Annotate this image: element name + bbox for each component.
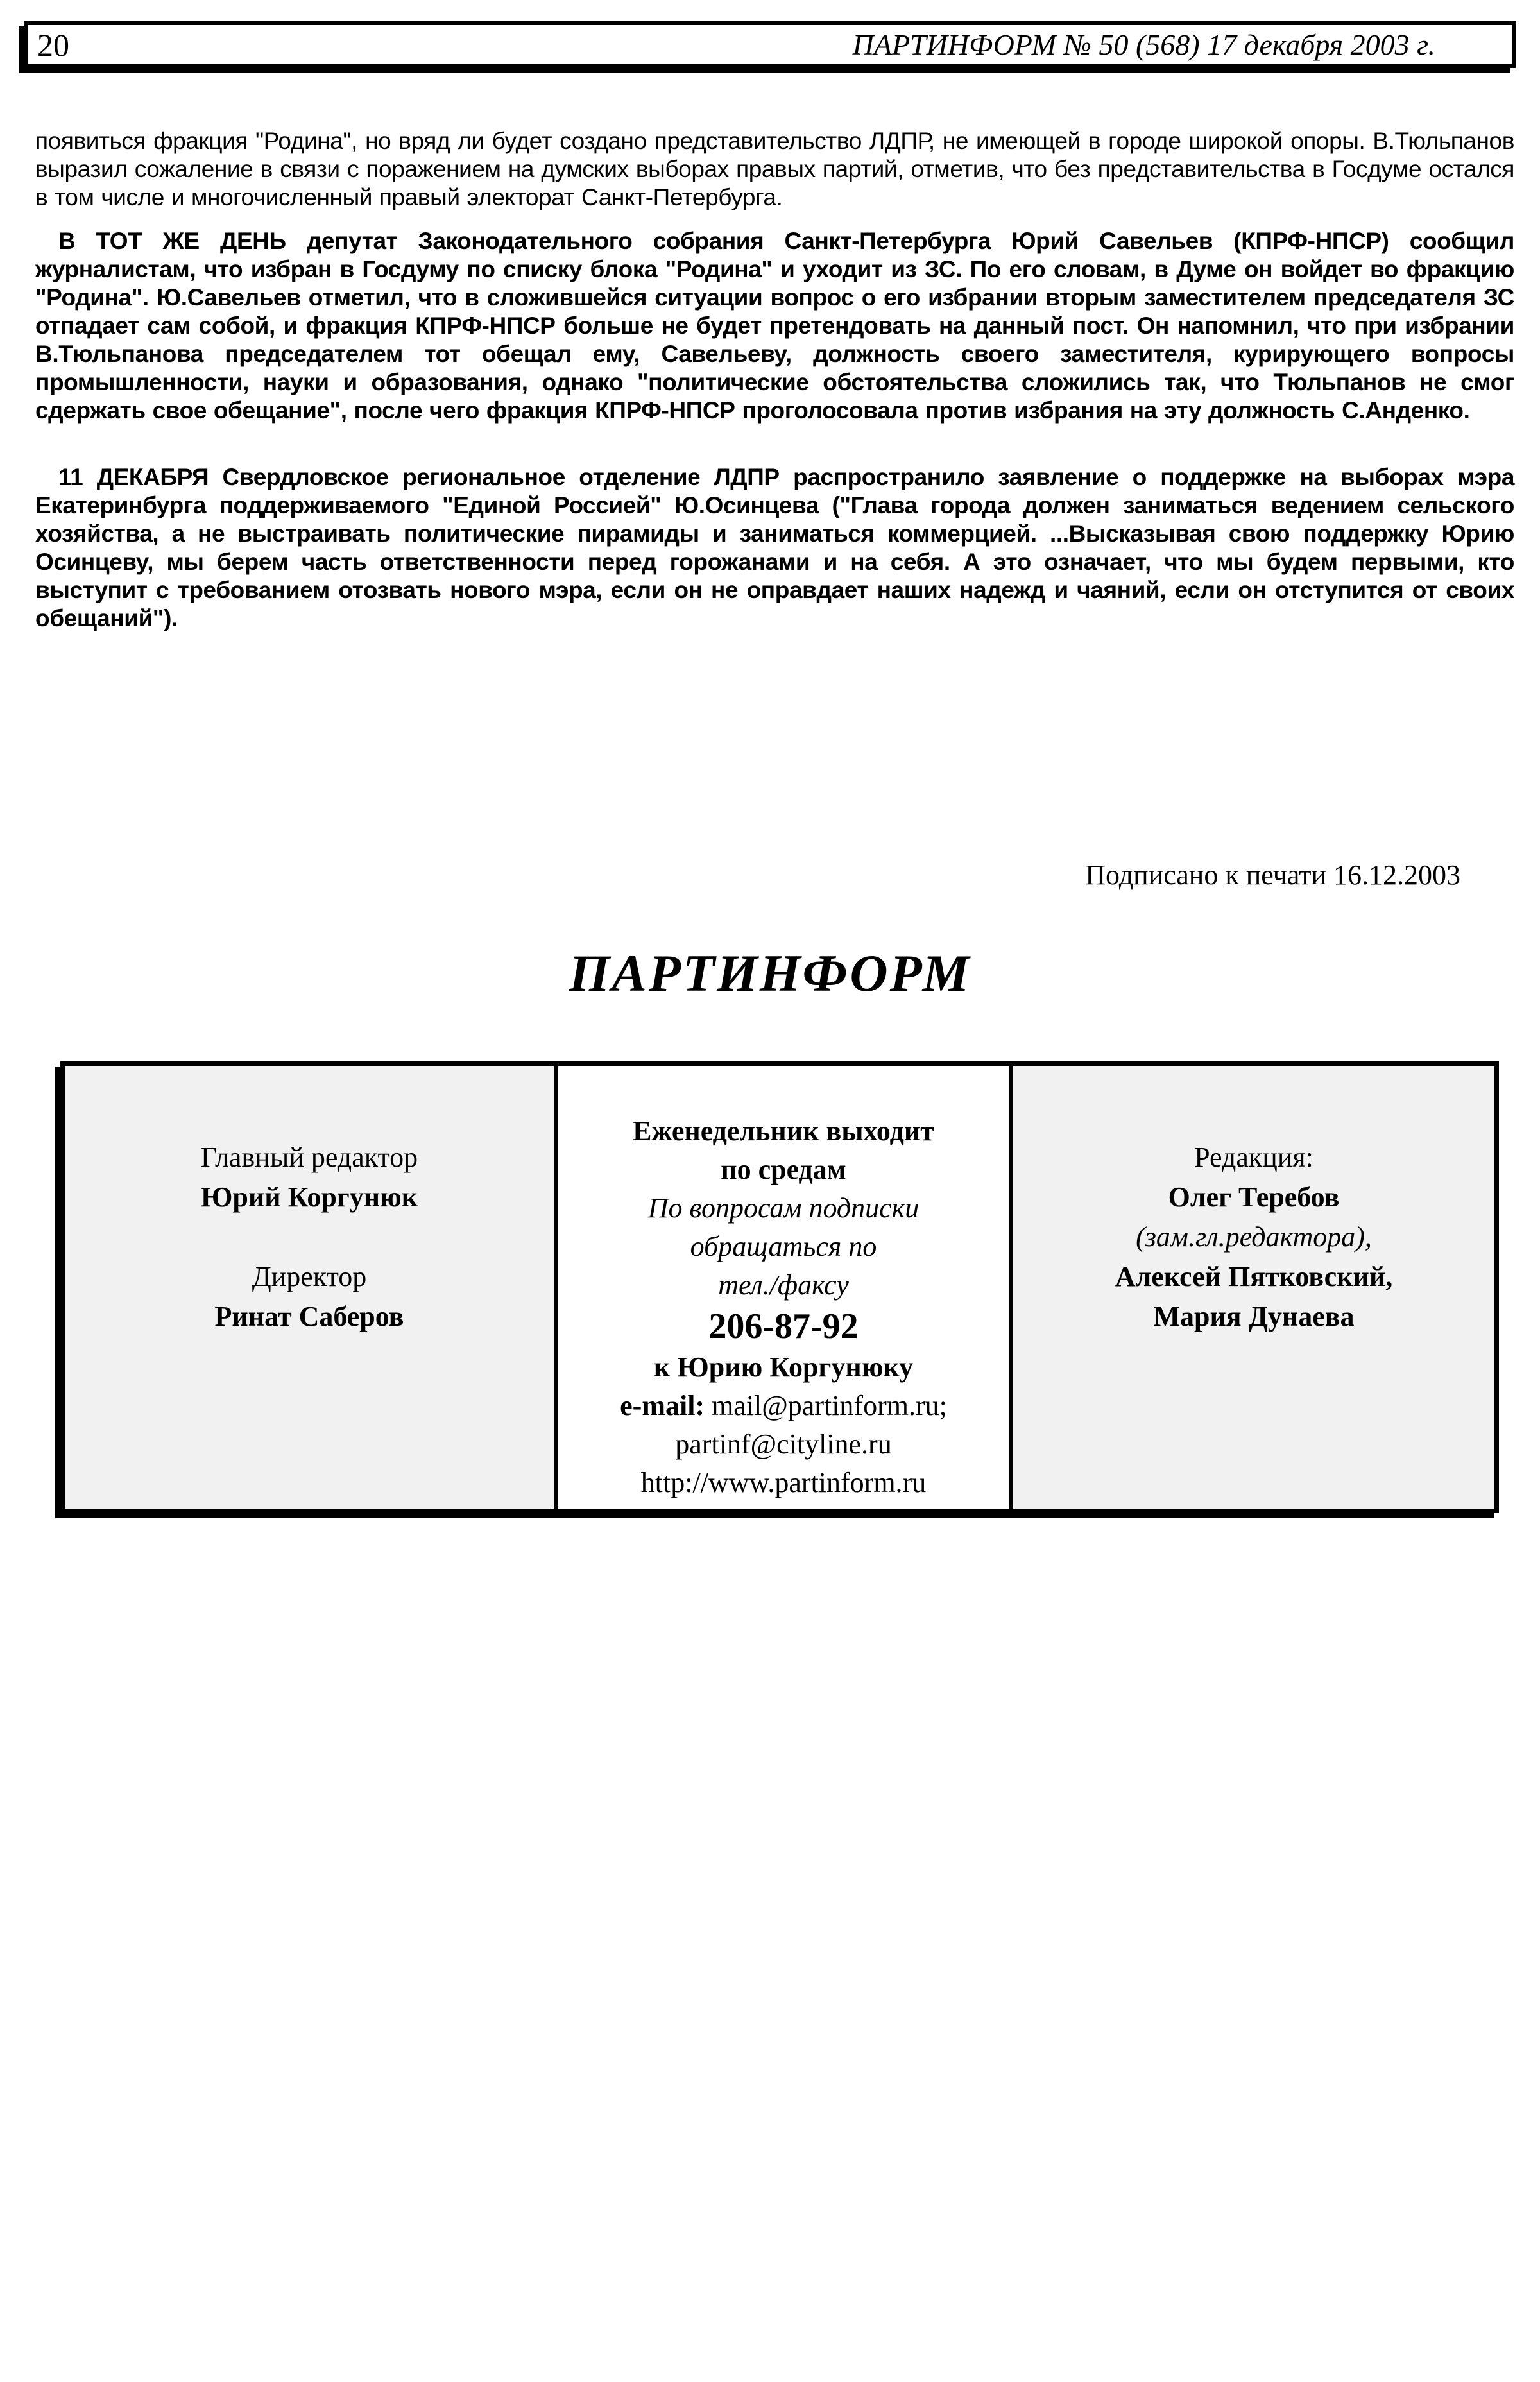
paragraph-continuation: появиться фракция "Родина", но вряд ли будет создано представительство ЛДПР, не имеющей в городе широкой опоры. В.Тюльпанов выразил сожаление в связи с поражением на думских выборах правых партий, отметив, что без представительства в Госдуме остался в том числе и многочисленный правый электорат Санкт-Петербурга.	[35, 128, 1514, 210]
colophon-right-column	[1013, 1066, 1494, 1509]
page-number: 20	[37, 26, 69, 63]
subscription-line-1: По вопросам подписки	[647, 1192, 920, 1224]
paragraph-11-december: 11 ДЕКАБРЯ Свердловское региональное отделение ЛДПР распространило заявление о поддержке на выборах мэра Екатеринбурга поддерживаемого "Единой Россией" Ю.Осинцева ("Глава города должен заниматься ведением сельского хозяйства, а не выстраивать политические пирамиды и заниматься коммерцией. ...Высказывая свою поддержку Юрию Осинцеву, мы берем часть ответственности перед горожанами и на себя. А это означает, что мы будем первыми, кто выступит с требованием отозвать нового мэра, если он не оправдает наших надежд и чаяний, если он отступится от своих обещаний").	[35, 464, 1514, 631]
header-title: ПАРТИНФОРМ № 50 (568) 17 декабря 2003 г.	[852, 28, 1435, 61]
schedule-line-1: Еженедельник выходит	[633, 1115, 934, 1147]
colophon-center-column	[554, 1066, 1013, 1509]
subscription-line-3: тел./факсу	[718, 1269, 849, 1301]
subscription-line-2: обращаться по	[690, 1231, 877, 1262]
director-role: Директор	[252, 1261, 367, 1292]
website-url: http://www.partinform.ru	[640, 1467, 927, 1498]
chief-editor-name: Юрий Коргунюк	[200, 1181, 418, 1213]
left-column-spacer	[65, 1217, 554, 1257]
masthead-title: ПАРТИНФОРМ	[569, 944, 971, 1002]
email-address-1: mail@partinform.ru;	[712, 1390, 947, 1421]
editorial-name-2: Алексей Пятковский,	[1115, 1261, 1393, 1292]
colophon-box	[60, 1061, 1499, 1513]
editorial-note: (зам.гл.редактора),	[1136, 1221, 1372, 1253]
page-header	[24, 21, 1516, 68]
email-line	[558, 1387, 1009, 1425]
editorial-name-3: Мария Дунаева	[1153, 1301, 1355, 1332]
paragraph-same-day: В ТОТ ЖЕ ДЕНЬ депутат Законодательного собрания Санкт-Петербурга Юрий Савельев (КПРФ-НПСР) сообщил журналистам, что избран в Госдуму по списку блока "Родина" и уходит из ЗС. По его словам, в Думе он войдет во фракцию "Родина". Ю.Савельев отметил, что в сложившейся ситуации вопрос о его избрании вторым заместителем председателя ЗС отпадает сам собой, и фракция КПРФ-НПСР больше не будет претендовать на данный пост. Он напомнил, что при избрании В.Тюльпанова председателем тот обещал ему, Савельеву, должность своего заместителя, курирующего вопросы промышленности, науки и образования, однако "политические обстоятельства сложились так, что Тюльпанов не смог сдержать свое обещание", после чего фракция КПРФ-НПСР проголосовала против избрания на эту должность С.Анденко.	[35, 228, 1514, 424]
director-name: Ринат Саберов	[214, 1301, 404, 1332]
email-address-2: partinf@cityline.ru	[675, 1428, 892, 1460]
article-body	[35, 127, 1514, 633]
chief-editor-role: Главный редактор	[200, 1142, 418, 1173]
schedule-line-2: по средам	[721, 1154, 846, 1185]
editorial-heading: Редакция:	[1194, 1142, 1313, 1173]
contact-person: к Юрию Коргунюку	[653, 1351, 914, 1383]
colophon-left-column	[65, 1066, 554, 1509]
editorial-name-1: Олег Теребов	[1168, 1181, 1340, 1213]
phone-number: 206-87-92	[708, 1307, 859, 1346]
signoff-line: Подписано к печати 16.12.2003	[1085, 859, 1460, 891]
email-label: e-mail:	[620, 1390, 705, 1421]
